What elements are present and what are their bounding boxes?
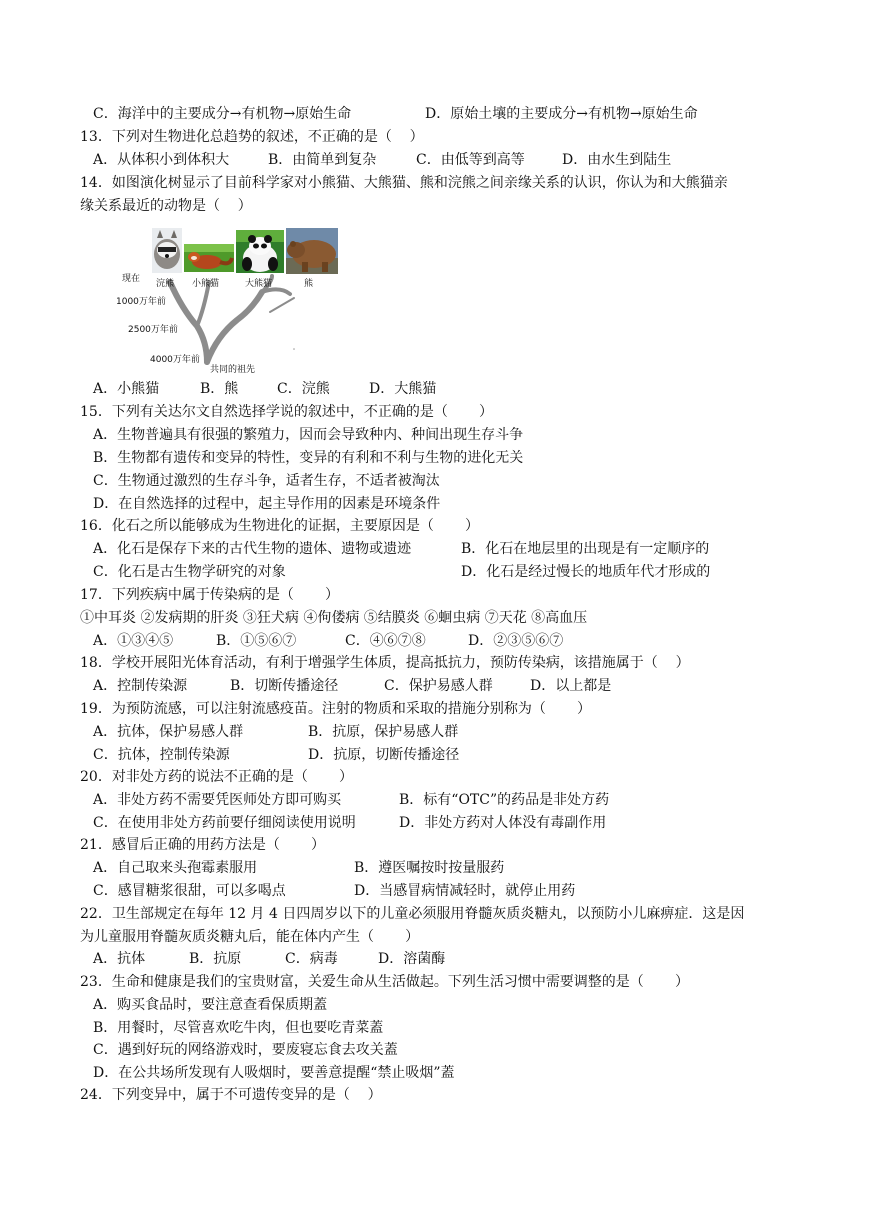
q12-option-d: D．原始土壤的主要成分→有机物→原始生命	[425, 106, 698, 122]
q16-stem: 16．化石之所以能够成为生物进化的证据，主要原因是（ ）	[80, 518, 479, 534]
q20-option-c: C．在使用非处方药前要仔细阅读使用说明	[93, 815, 356, 831]
q22-option-c: C．病毒	[285, 951, 338, 967]
q16-option-d: D．化石是经过慢长的地质年代才形成的	[461, 564, 711, 580]
q18-option-c: C．保护易感人群	[384, 678, 493, 694]
q18-option-d: D．以上都是	[530, 678, 612, 694]
q14-stem-line2: 缘关系最近的动物是（ ）	[80, 198, 252, 214]
q15-option-d: D．在自然选择的过程中，起主导作用的因素是环境条件	[93, 496, 441, 512]
q17-option-a: A．①③④⑤	[93, 633, 174, 649]
q17-option-b: B．①⑤⑥⑦	[216, 633, 297, 649]
q21-option-b: B．遵医嘱按时按量服药	[354, 860, 505, 876]
q20-option-d: D．非处方药对人体没有毒副作用	[399, 815, 607, 831]
q16-option-b: B．化石在地层里的出现是有一定顺序的	[461, 541, 710, 557]
q15-option-c: C．生物通过激烈的生存斗争，适者生存，不适者被淘汰	[93, 473, 440, 489]
brown-bear-image	[286, 228, 338, 274]
label-bear: 熊	[304, 279, 314, 289]
q19-option-a: A．抗体，保护易感人群	[93, 724, 244, 740]
q23-stem: 23．生命和健康是我们的宝贵财富，关爱生命从生活做起。下列生活习惯中需要调整的是（ ）	[80, 974, 689, 990]
q23-option-c: C．遇到好玩的网络游戏时，要废寝忘食去攻关蓋	[93, 1042, 398, 1058]
label-25-million-years: 2500万年前	[128, 325, 178, 335]
q24-stem: 24．下列变异中，属于不可遗传变异的是（ ）	[80, 1087, 382, 1103]
q21-stem: 21．感冒后正确的用药方法是（ ）	[80, 837, 325, 853]
q16-option-a: A．化石是保存下来的古代生物的遗体、遗物或遗迹	[93, 541, 412, 557]
red-panda-image	[184, 244, 234, 272]
evolution-tree-figure	[112, 224, 357, 374]
q14-option-a: A．小熊猫	[93, 381, 160, 397]
q13-option-c: C．由低等到高等	[416, 152, 525, 168]
q16-option-c: C．化石是古生物学研究的对象	[93, 564, 286, 580]
q15-stem: 15．下列有关达尔文自然选择学说的叙述中，不正确的是（ ）	[80, 404, 493, 420]
q21-option-d: D．当感冒病情减轻时，就停止用药	[354, 883, 576, 899]
q23-option-a: A．购买食品时，要注意查看保质期蓋	[93, 997, 328, 1013]
q13-option-d: D．由水生到陆生	[562, 152, 672, 168]
q15-option-b: B．生物都有遗传和变异的特性，变异的有利和不利与生物的进化无关	[93, 450, 524, 466]
q22-option-d: D．溶菌酶	[378, 951, 446, 967]
q21-option-a: A．自己取来头孢霉素服用	[93, 860, 258, 876]
q14-option-c: C．浣熊	[277, 381, 330, 397]
q14-stem-line1: 14．如图演化树显示了目前科学家对小熊猫、大熊猫、熊和浣熊之间亲缘关系的认识，你认为和大熊猫亲	[80, 175, 728, 191]
q15-option-a: A．生物普遍具有很强的繁殖力，因而会导致种内、种间出现生存斗争	[93, 427, 524, 443]
q18-stem: 18．学校开展阳光体育活动，有利于增强学生体质，提高抵抗力，预防传染病，该措施属于（ ）	[80, 655, 690, 671]
q22-option-a: A．抗体	[93, 951, 146, 967]
giant-panda-image	[236, 230, 284, 273]
q23-option-d: D．在公共场所发现有人吸烟时，要善意提醒“禁止吸烟”蓋	[93, 1065, 455, 1081]
q14-option-d: D．大熊猫	[369, 381, 437, 397]
tree-branches	[170, 276, 294, 362]
label-red-panda: 小熊猫	[192, 279, 220, 289]
q19-option-c: C．抗体，控制传染源	[93, 747, 230, 763]
q20-stem: 20．对非处方药的说法不正确的是（ ）	[80, 769, 353, 785]
raccoon-image	[152, 228, 182, 273]
label-raccoon: 浣熊	[156, 279, 175, 289]
q20-option-b: B．标有“OTC”的药品是非处方药	[399, 792, 610, 808]
q22-stem-line2: 为儿童服用脊髓灰质炎糖丸后，能在体内产生（ ）	[80, 929, 420, 945]
q14-option-b: B．熊	[200, 381, 239, 397]
q17-stem: 17．下列疾病中属于传染病的是（ ）	[80, 587, 339, 603]
q13-stem: 13．下列对生物进化总趋势的叙述，不正确的是（ ）	[80, 129, 424, 145]
q23-option-b: B．用餐时，尽管喜欢吃牛肉，但也要吃青菜蓋	[93, 1020, 384, 1036]
q19-stem: 19．为预防流感，可以注射流感疫苗。注射的物质和采取的措施分别称为（ ）	[80, 701, 591, 717]
q22-stem-line1: 22．卫生部规定在每年 12 月 4 日四周岁以下的儿童必须服用脊髓灰质炎糖丸，以预防小儿麻痹症．这是因	[80, 906, 745, 922]
q17-option-c: C．④⑥⑦⑧	[345, 633, 426, 649]
label-40-million-years: 4000万年前	[150, 355, 200, 365]
q20-option-a: A．非处方药不需要凭医师处方即可购买	[93, 792, 342, 808]
label-10-million-years: 1000万年前	[116, 297, 166, 307]
q18-option-b: B．切断传播途径	[230, 678, 339, 694]
label-common-ancestor: 共同的祖先	[210, 365, 256, 375]
q13-option-a: A．从体积小到体积大	[93, 152, 230, 168]
q13-option-b: B．由简单到复杂	[268, 152, 377, 168]
q19-option-d: D．抗原，切断传播途径	[308, 747, 460, 763]
q18-option-a: A．控制传染源	[93, 678, 188, 694]
q19-option-b: B．抗原，保护易感人群	[308, 724, 459, 740]
label-giant-panda: 大熊猫	[245, 279, 273, 289]
q21-option-c: C．感冒糖浆很甜，可以多喝点	[93, 883, 286, 899]
q17-option-d: D．②③⑤⑥⑦	[468, 633, 564, 649]
q12-option-c: C．海洋中的主要成分→有机物→原始生命	[93, 106, 352, 122]
label-now: 现在	[122, 274, 141, 284]
q17-disease-list: ①中耳炎 ②发病期的肝炎 ③狂犬病 ④佝偻病 ⑤结膜炎 ⑥蛔虫病 ⑦天花 ⑧高血压	[80, 610, 588, 626]
q22-option-b: B．抗原	[189, 951, 242, 967]
